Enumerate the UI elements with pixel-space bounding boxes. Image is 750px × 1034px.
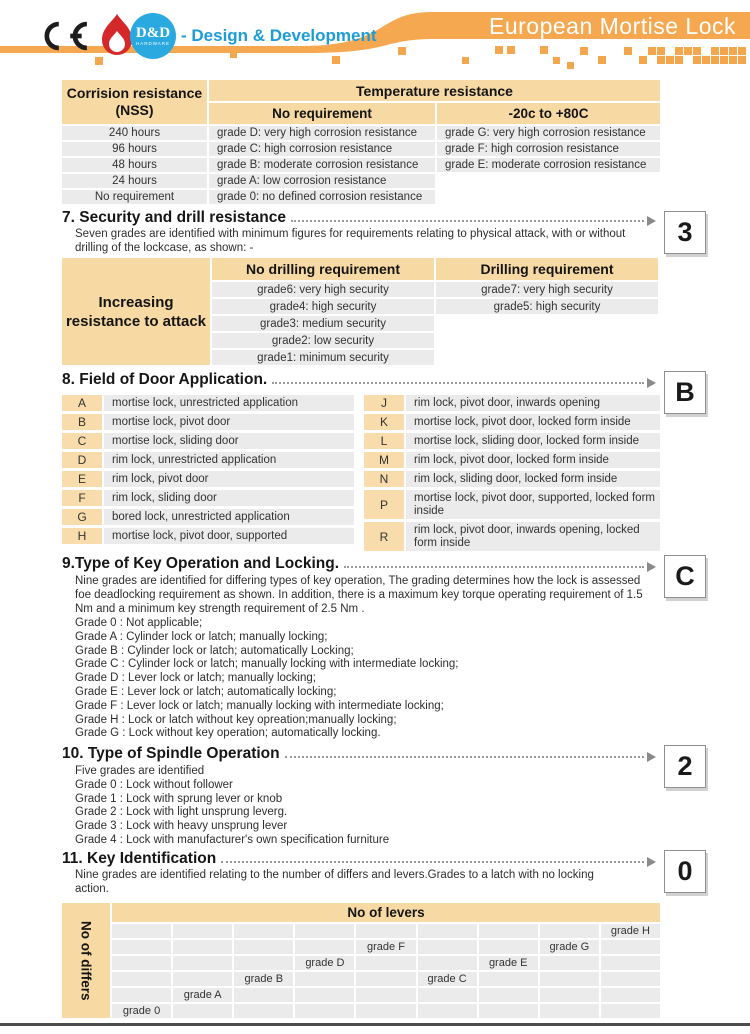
grade-line: Grade G : Lock without key operation; automatically locking. bbox=[75, 727, 381, 740]
spindle-operation-lines bbox=[75, 765, 660, 848]
mosaic-square bbox=[675, 56, 683, 64]
key-grid-cell bbox=[540, 1004, 599, 1018]
application-desc-cell: rim lock, sliding door, locked form inside bbox=[406, 471, 660, 487]
no-requirement-grade-cell: grade 0: no defined corrosion resistance bbox=[209, 190, 435, 204]
corrosion-temperature-table bbox=[62, 80, 660, 204]
no-requirement-header: No requirement bbox=[209, 103, 435, 124]
hours-cell: 240 hours bbox=[62, 126, 207, 140]
key-grid-cell bbox=[418, 956, 477, 970]
grade-line: Grade A : Cylinder lock or latch; manually locking; bbox=[75, 630, 328, 643]
section-7-intro: Seven grades are identified with minimum figures for requirements relating to physical attack, with or without drilling of the lockcase, as shown: - bbox=[75, 228, 626, 254]
mosaic-square bbox=[693, 56, 701, 64]
logo-tagline: - Design & Development bbox=[181, 26, 377, 45]
grade-line: Grade C : Cylinder lock or latch; manually locking with intermediate locking; bbox=[75, 658, 459, 671]
arrow-icon bbox=[647, 752, 656, 762]
key-grid-cell bbox=[173, 940, 232, 954]
key-grid-cell bbox=[601, 1004, 660, 1018]
application-desc-cell: rim lock, pivot door, locked form inside bbox=[406, 452, 660, 468]
no-drilling-header: No drilling requirement bbox=[212, 258, 434, 280]
application-code-cell: P bbox=[364, 490, 404, 519]
key-grid-cell bbox=[295, 924, 354, 938]
key-grid-cell bbox=[173, 972, 232, 986]
door-application-table-left bbox=[62, 395, 354, 544]
application-code-cell: E bbox=[62, 471, 102, 487]
key-grid-cell bbox=[234, 956, 293, 970]
application-desc-cell: rim lock, pivot door, inwards opening bbox=[406, 395, 660, 411]
grade-line: Grade 3 : Lock with heavy unsprung lever bbox=[75, 820, 288, 833]
mosaic-square bbox=[230, 51, 237, 58]
dotted-leader bbox=[344, 566, 644, 568]
mosaic-square bbox=[711, 56, 719, 64]
mosaic-square bbox=[738, 47, 746, 55]
temperature-grade-cell: grade F: high corrosion resistance bbox=[437, 142, 660, 156]
drilling-grade-cell: grade7: very high security bbox=[436, 282, 658, 297]
section-9-intro: Nine grades are identified for differing types of key operation, The grading determines how the lock is assessed foe deadlocking requirement as shown. In addition, there is a maximum key torque operating requirement of 1.5 Nm and a minimum key strength requirement of 2.5 Nm . bbox=[75, 575, 643, 615]
mosaic-square bbox=[598, 56, 606, 64]
key-grid-cell: grade F bbox=[356, 940, 415, 954]
key-grid-cell bbox=[112, 972, 171, 986]
grade-line: Grade D : Lever lock or latch; manually locking; bbox=[75, 672, 316, 685]
mosaic-square bbox=[567, 62, 574, 69]
key-grid-cell: grade A bbox=[173, 988, 232, 1002]
no-drilling-grade-cell: grade3: medium security bbox=[212, 316, 434, 331]
arrow-icon bbox=[647, 562, 656, 572]
key-grid-cell bbox=[112, 988, 171, 1002]
no-of-differs-header: No of differs bbox=[62, 903, 110, 1018]
dotted-leader bbox=[272, 382, 644, 384]
key-grid-cell bbox=[540, 924, 599, 938]
no-requirement-grade-cell: grade D: very high corrosion resistance bbox=[209, 126, 435, 140]
mosaic-square bbox=[720, 56, 728, 64]
key-grid-cell bbox=[601, 988, 660, 1002]
key-operation-grades bbox=[75, 617, 660, 741]
key-identification-table bbox=[62, 903, 660, 1018]
key-grid-cell: grade C bbox=[418, 972, 477, 986]
application-desc-cell: rim lock, unrestricted application bbox=[104, 452, 354, 468]
application-desc-cell: rim lock, pivot door bbox=[104, 471, 354, 487]
section-11-heading bbox=[62, 850, 656, 868]
key-grid-cell bbox=[234, 988, 293, 1002]
mosaic-square bbox=[657, 47, 665, 55]
bottom-rule bbox=[0, 1023, 750, 1026]
key-grid-cell bbox=[173, 924, 232, 938]
dotted-leader bbox=[221, 861, 644, 863]
key-grid-cell bbox=[234, 940, 293, 954]
application-code-cell: C bbox=[62, 433, 102, 449]
grade-line: Grade F : Lever lock or latch; manually locking with intermediate locking; bbox=[75, 699, 444, 712]
section-10-heading bbox=[62, 745, 656, 763]
temperature-grade-cell: grade E: moderate corrosion resistance bbox=[437, 158, 660, 172]
no-drilling-grade-cell: grade2: low security bbox=[212, 333, 434, 348]
application-desc-cell: rim lock, sliding door bbox=[104, 490, 354, 506]
dotted-leader bbox=[291, 220, 644, 222]
mosaic-square bbox=[684, 47, 692, 55]
key-grid-cell bbox=[479, 972, 538, 986]
mosaic-square bbox=[729, 47, 737, 55]
temperature-resistance-header: Temperature resistance bbox=[209, 80, 660, 101]
security-grade-badge: 3 bbox=[664, 211, 706, 254]
key-grade-grid bbox=[112, 924, 660, 1018]
key-grid-cell bbox=[356, 988, 415, 1002]
application-code-cell: G bbox=[62, 509, 102, 525]
mosaic-square bbox=[702, 56, 710, 64]
key-grid-cell bbox=[540, 956, 599, 970]
key-grid-cell bbox=[112, 956, 171, 970]
key-grid-cell bbox=[295, 1004, 354, 1018]
no-of-levers-header: No of levers bbox=[112, 903, 660, 922]
key-grid-cell bbox=[418, 988, 477, 1002]
mosaic-square bbox=[648, 47, 656, 55]
key-grid-cell bbox=[173, 1004, 232, 1018]
key-grid-cell bbox=[418, 924, 477, 938]
key-grid-cell bbox=[601, 940, 660, 954]
no-requirement-grade-cell: grade B: moderate corrosion resistance bbox=[209, 158, 435, 172]
application-code-cell: K bbox=[364, 414, 404, 430]
grade-line: Grade 1 : Lock with sprung lever or knob bbox=[75, 792, 283, 805]
no-requirement-grade-cell: grade C: high corrosion resistance bbox=[209, 142, 435, 156]
grade-line: Grade 0 : Not applicable; bbox=[75, 617, 203, 629]
mosaic-square bbox=[720, 47, 728, 55]
drilling-grade-cell bbox=[436, 316, 658, 331]
no-drilling-grade-cell: grade1: minimum security bbox=[212, 350, 434, 365]
key-grid-cell bbox=[601, 972, 660, 986]
application-desc-cell: mortise lock, pivot door bbox=[104, 414, 354, 430]
grade-line: Five grades are identified bbox=[75, 765, 205, 777]
temperature-range-header: -20c to +80C bbox=[437, 103, 660, 124]
key-grid-cell bbox=[295, 972, 354, 986]
application-code-cell: J bbox=[364, 395, 404, 411]
application-code-cell: M bbox=[364, 452, 404, 468]
temperature-grade-cell bbox=[437, 174, 660, 188]
application-desc-cell: mortise lock, pivot door, supported bbox=[104, 528, 354, 544]
page-title: European Mortise Lock bbox=[488, 13, 736, 39]
key-grid-cell: grade B bbox=[234, 972, 293, 986]
application-desc-cell: mortise lock, unrestricted application bbox=[104, 395, 354, 411]
logo-text: D&D bbox=[135, 24, 171, 41]
key-grid-cell bbox=[112, 940, 171, 954]
mosaic-square bbox=[553, 57, 560, 64]
key-grid-cell bbox=[295, 988, 354, 1002]
key-grid-cell bbox=[418, 940, 477, 954]
temperature-grade-cell bbox=[437, 190, 660, 204]
key-grid-cell: grade 0 bbox=[112, 1004, 171, 1018]
section-10-title: 10. Type of Spindle Operation bbox=[62, 745, 280, 762]
section-11-intro: Nine grades are identified relating to the number of differs and levers.Grades to a latch with no locking action. bbox=[75, 869, 594, 895]
mosaic-square bbox=[657, 56, 665, 64]
application-desc-cell: bored lock, unrestricted application bbox=[104, 509, 354, 525]
corrosion-resistance-header: Corrision resistance (NSS) bbox=[62, 80, 207, 124]
key-grid-cell bbox=[356, 924, 415, 938]
key-grid-cell bbox=[295, 940, 354, 954]
ce-mark-icon bbox=[38, 19, 90, 53]
arrow-icon bbox=[647, 216, 656, 226]
key-grid-cell bbox=[356, 1004, 415, 1018]
application-desc-cell: mortise lock, pivot door, locked form inside bbox=[406, 414, 660, 430]
mosaic-square bbox=[398, 47, 406, 55]
application-code-cell: B bbox=[62, 414, 102, 430]
section-9-heading bbox=[62, 555, 656, 573]
mosaic-square bbox=[624, 47, 632, 55]
door-application-table-right bbox=[364, 395, 660, 551]
mosaic-square bbox=[95, 57, 103, 65]
spindle-operation-badge: 2 bbox=[664, 745, 706, 788]
logo-subtext: HARDWARE bbox=[135, 40, 171, 46]
key-grid-cell bbox=[112, 924, 171, 938]
key-grid-cell bbox=[540, 988, 599, 1002]
key-grid-cell bbox=[479, 988, 538, 1002]
application-code-cell: R bbox=[364, 522, 404, 551]
key-grid-cell bbox=[479, 924, 538, 938]
mosaic-square bbox=[675, 47, 683, 55]
key-grid-cell: grade D bbox=[295, 956, 354, 970]
dnd-hardware-logo bbox=[130, 13, 176, 59]
key-grid-cell bbox=[234, 1004, 293, 1018]
application-desc-cell: mortise lock, pivot door, supported, locked form inside bbox=[406, 490, 660, 519]
grade-line: Grade 2 : Lock with light unsprung leverg. bbox=[75, 806, 288, 819]
door-application-badge: B bbox=[664, 371, 706, 414]
section-8-title: 8. Field of Door Application. bbox=[62, 371, 268, 388]
application-code-cell: L bbox=[364, 433, 404, 449]
hours-cell: No requirement bbox=[62, 190, 207, 204]
application-desc-cell: mortise lock, sliding door, locked form inside bbox=[406, 433, 660, 449]
grade-line: Grade H : Lock or latch without key opreation;manually locking; bbox=[75, 713, 397, 726]
key-operation-badge: C bbox=[664, 555, 706, 598]
mosaic-square bbox=[580, 47, 588, 55]
dotted-leader bbox=[285, 756, 644, 758]
key-grid-cell bbox=[479, 940, 538, 954]
temperature-grade-cell: grade G: very high corrosion resistance bbox=[437, 126, 660, 140]
mosaic-square bbox=[540, 46, 548, 54]
hours-cell: 48 hours bbox=[62, 158, 207, 172]
no-drilling-grade-cell: grade4: high security bbox=[212, 299, 434, 314]
hours-cell: 96 hours bbox=[62, 142, 207, 156]
increasing-resistance-header: Increasing resistance to attack bbox=[62, 258, 210, 365]
key-grid-cell: grade H bbox=[601, 924, 660, 938]
application-code-cell: A bbox=[62, 395, 102, 411]
section-9-title: 9.Type of Key Operation and Locking. bbox=[62, 555, 340, 572]
key-grid-cell bbox=[601, 956, 660, 970]
key-grid-cell bbox=[418, 1004, 477, 1018]
mosaic-square bbox=[495, 46, 503, 54]
no-drilling-grade-cell: grade6: very high security bbox=[212, 282, 434, 297]
mosaic-square bbox=[738, 56, 746, 64]
drilling-grade-cell bbox=[436, 333, 658, 348]
grade-line: Grade 0 : Lock without follower bbox=[75, 778, 233, 791]
section-7-heading bbox=[62, 209, 656, 227]
drilling-grade-cell: grade5: high security bbox=[436, 299, 658, 314]
key-grid-cell: grade G bbox=[540, 940, 599, 954]
key-identification-badge: 0 bbox=[664, 850, 706, 893]
drilling-header: Drilling requirement bbox=[436, 258, 658, 280]
key-grid-cell bbox=[173, 956, 232, 970]
key-grid-cell: grade E bbox=[479, 956, 538, 970]
key-grid-cell bbox=[356, 956, 415, 970]
key-grid-cell bbox=[479, 1004, 538, 1018]
mosaic-square bbox=[711, 47, 719, 55]
application-code-cell: H bbox=[62, 528, 102, 544]
grade-line: Grade 4 : Lock with manufacturer's own specification furniture bbox=[75, 833, 390, 846]
key-grid-cell bbox=[540, 972, 599, 986]
mosaic-square bbox=[507, 46, 515, 54]
mosaic-square bbox=[462, 57, 469, 64]
section-8-heading bbox=[62, 371, 656, 389]
application-code-cell: F bbox=[62, 490, 102, 506]
application-code-cell: N bbox=[364, 471, 404, 487]
key-grid-cell bbox=[234, 924, 293, 938]
key-grid-cell bbox=[356, 972, 415, 986]
no-requirement-grade-cell: grade A: low corrosion resistance bbox=[209, 174, 435, 188]
application-code-cell: D bbox=[62, 452, 102, 468]
mosaic-square bbox=[729, 56, 737, 64]
arrow-icon bbox=[647, 857, 656, 867]
grade-line: Grade E : Lever lock or latch; automatically locking; bbox=[75, 685, 337, 698]
application-desc-cell: rim lock, pivot door, inwards opening, locked form inside bbox=[406, 522, 660, 551]
section-7-title: 7. Security and drill resistance bbox=[62, 209, 286, 226]
mosaic-square bbox=[332, 56, 340, 64]
hours-cell: 24 hours bbox=[62, 174, 207, 188]
mosaic-square bbox=[666, 56, 674, 64]
mosaic-square bbox=[639, 56, 647, 64]
mosaic-square bbox=[693, 47, 701, 55]
application-desc-cell: mortise lock, sliding door bbox=[104, 433, 354, 449]
section-11-title: 11. Key Identification bbox=[62, 850, 217, 867]
security-table bbox=[62, 258, 660, 365]
drilling-grade-cell bbox=[436, 350, 658, 365]
grade-line: Grade B : Cylinder lock or latch; automatically Locking; bbox=[75, 644, 354, 657]
arrow-icon bbox=[647, 378, 656, 388]
